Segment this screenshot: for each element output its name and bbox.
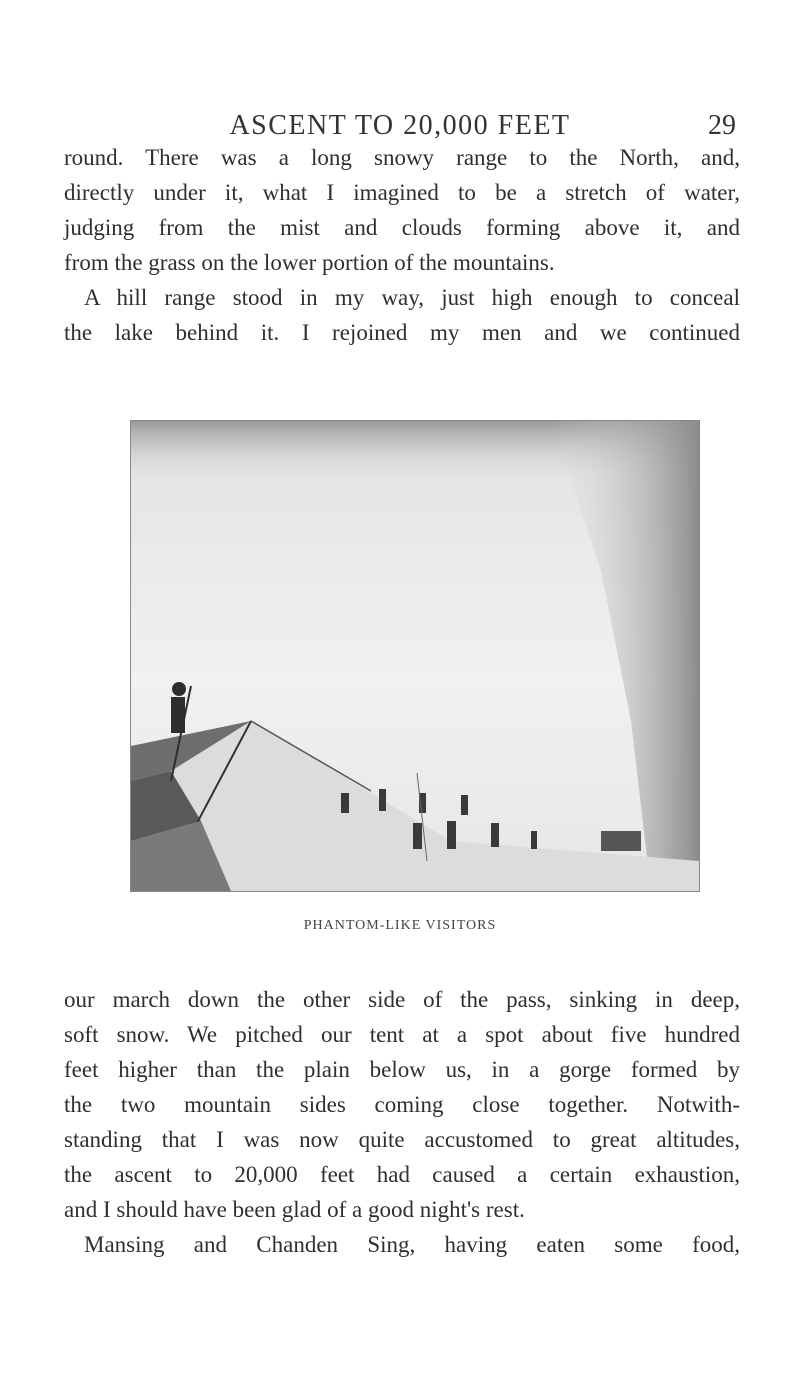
page-number: 29 xyxy=(708,110,736,141)
text-line: the lake behind it. I rejoined my men and we continued xyxy=(64,320,740,345)
snow-scene-photo xyxy=(131,421,699,891)
text-line: Mansing and Chanden Sing, having eaten some food, xyxy=(84,1232,740,1257)
text-line: from the grass on the lower portion of the mountains. xyxy=(64,250,555,275)
text-line: feet higher than the plain below us, in a gorge formed by xyxy=(64,1057,740,1082)
text-line: standing that I was now quite accustomed to great altitudes, xyxy=(64,1127,740,1152)
text-line: the ascent to 20,000 feet had caused a certain exhaustion, xyxy=(64,1162,740,1187)
text-line: and I should have been glad of a good night's rest. xyxy=(64,1197,525,1222)
text-line: round. There was a long snowy range to the North, and, xyxy=(64,145,740,170)
plate-caption: PHANTOM-LIKE VISITORS xyxy=(303,918,497,933)
text-line: directly under it, what I imagined to be a stretch of water, xyxy=(64,180,740,205)
paragraph-1 xyxy=(64,140,740,350)
text-line: our march down the other side of the pass, sinking in deep, xyxy=(64,987,740,1012)
running-head: ASCENT TO 20,000 FEET xyxy=(229,110,571,141)
paragraph-2 xyxy=(64,982,740,1262)
text-line: A hill range stood in my way, just high enough to conceal xyxy=(84,285,740,310)
text-line: the two mountain sides coming close together. Notwith- xyxy=(64,1092,740,1117)
photograph-plate xyxy=(130,420,700,892)
text-line: soft snow. We pitched our tent at a spot about five hundred xyxy=(64,1022,740,1047)
text-line: judging from the mist and clouds forming above it, and xyxy=(64,215,740,240)
